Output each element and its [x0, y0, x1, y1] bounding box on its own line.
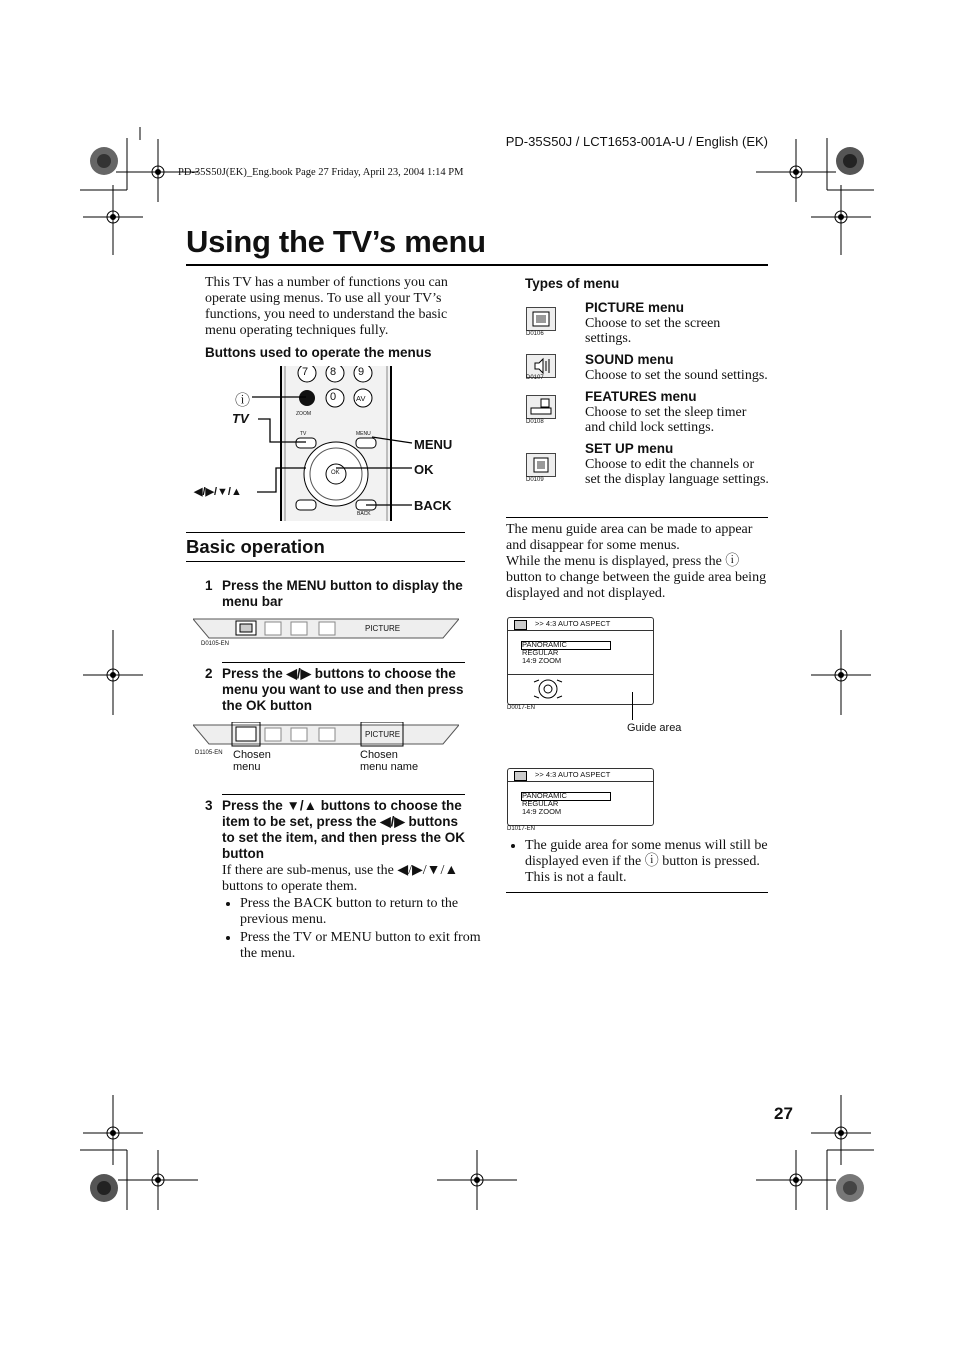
- menu-type-name: PICTURE menu: [585, 300, 685, 315]
- screen-item: PANORAMIC: [522, 791, 567, 800]
- menu-type-desc: Choose to set the sleep timer and child lock settings.: [585, 405, 747, 435]
- ok-callout: OK: [414, 462, 434, 477]
- section-rule: [506, 892, 768, 893]
- menu-bar-shape: [193, 722, 459, 752]
- guide-note-list: [507, 838, 785, 886]
- figure-code: D1105-EN: [195, 750, 223, 756]
- section-rule: [186, 532, 465, 533]
- screen-item: PANORAMIC: [522, 640, 567, 649]
- menu-type-desc: Choose to set the screen settings.: [585, 316, 721, 346]
- menu-type-desc: Choose to set the sound settings.: [585, 368, 768, 383]
- guide-area-label: Guide area: [627, 722, 682, 734]
- menu-bar-illustration: [193, 618, 459, 648]
- info-callout: ⓘ: [235, 393, 251, 409]
- step-2: [205, 666, 467, 713]
- screen-header: >> 4:3 AUTO ASPECT: [535, 619, 611, 628]
- guide-area-pointer: [632, 692, 633, 720]
- screen-item: 14:9 ZOOM: [522, 807, 562, 816]
- key-9: 9: [358, 366, 365, 378]
- callout-lines: [236, 380, 416, 520]
- screen-header: >> 4:3 AUTO ASPECT: [535, 770, 611, 779]
- types-heading: Types of menu: [525, 276, 620, 291]
- model-line: PD-35S50J / LCT1653-001A-U / English (EK): [505, 134, 768, 149]
- bullet-item: • Press the TV or MENU button to exit from the menu.: [240, 930, 483, 962]
- figure-code: D0107: [526, 375, 544, 381]
- key-0: 0: [330, 391, 337, 403]
- picture-menu-icon: [514, 620, 527, 630]
- figure-code: D0108: [526, 419, 544, 425]
- tv-key-label: TV: [300, 431, 307, 437]
- section-rule: [186, 561, 465, 562]
- tv-callout: TV: [232, 411, 249, 426]
- figure-code: D0017-EN: [507, 705, 536, 711]
- step-text: Press the ▼/▲ buttons to choose the item to be set, press the ◀/▶ buttons to set the item, and then press the OK button: [222, 798, 466, 861]
- guide-paragraph-2: While the menu is displayed, press the ⓘ button to change between the guide area being displayed and not displayed.: [506, 554, 767, 601]
- menu-type-name: SOUND menu: [585, 352, 674, 367]
- page-number: 27: [774, 1104, 793, 1123]
- step-number: 3: [205, 798, 213, 813]
- zoom-label: ZOOM: [296, 411, 311, 417]
- key-8: 8: [330, 366, 337, 378]
- screen-item: REGULAR: [522, 648, 559, 657]
- menu-bar-label: PICTURE: [365, 624, 401, 633]
- menu-type-desc: Choose to edit the channels or set the display language settings.: [585, 457, 769, 487]
- buttons-heading: Buttons used to operate the menus: [205, 345, 432, 360]
- step-3-body: If there are sub-menus, use the ◀/▶/▼/▲ buttons to operate them.: [222, 863, 459, 894]
- arrows-callout: ◀/▶/▼/▲: [194, 486, 242, 498]
- step-text: Press the MENU button to display the menu bar: [222, 578, 463, 609]
- menu-bar-label: PICTURE: [365, 730, 401, 739]
- menu-callout: MENU: [414, 437, 453, 452]
- back-key-label: BACK: [357, 511, 371, 517]
- figure-code: D1017-EN: [507, 826, 536, 832]
- step-number: 2: [205, 666, 213, 681]
- bullet-item: • Press the BACK button to return to the previous menu.: [240, 896, 483, 928]
- step-text: Press the ◀/▶ buttons to choose the menu you want to use and then press the OK button: [222, 666, 464, 713]
- screen-item: REGULAR: [522, 799, 559, 808]
- features-menu-icon: [526, 395, 556, 419]
- step-3: [205, 798, 467, 861]
- step-rule: [222, 662, 465, 663]
- step-number: 1: [205, 578, 213, 593]
- key-7: 7: [302, 366, 309, 378]
- guide-note: • The guide area for some menus will still be displayed even if the ⓘ button is pressed. This is not a fault.: [525, 838, 785, 886]
- setup-menu-icon: [526, 453, 556, 477]
- picture-menu-icon: [526, 307, 556, 331]
- menu-screen-without-guide: [507, 768, 654, 826]
- step-3-bullets: [222, 896, 483, 962]
- menu-type-name: SET UP menu: [585, 441, 674, 456]
- key-av: AV: [356, 394, 366, 403]
- chosen-menu-label: Chosen menu: [233, 749, 271, 773]
- step-1: [205, 578, 467, 609]
- page-title: Using the TV’s menu: [186, 224, 486, 259]
- guide-paragraph-1: The menu guide area can be made to appear and disappear for some menus.: [506, 522, 753, 553]
- screen-item: 14:9 ZOOM: [522, 656, 562, 665]
- menu-type-name: FEATURES menu: [585, 389, 697, 404]
- title-rule: [186, 264, 768, 266]
- basic-operation-title: Basic operation: [186, 536, 325, 557]
- menu-bar-shape: [193, 618, 459, 648]
- intro-paragraph: This TV has a number of functions you can operate using menus. To use all your TV’s functions, you need to understand the basic menu operating techniques fully.: [205, 275, 448, 338]
- dpad-guide-icon: [530, 678, 566, 700]
- back-callout: BACK: [414, 498, 452, 513]
- book-line: PD-35S50J(EK)_Eng.book Page 27 Friday, April 23, 2004 1:14 PM: [178, 167, 464, 178]
- figure-code: D0105-EN: [201, 641, 230, 647]
- section-rule: [506, 517, 768, 518]
- menu-bar-chosen-illustration: [193, 722, 459, 774]
- menu-key-label: MENU: [356, 431, 371, 437]
- picture-menu-icon: [514, 771, 527, 781]
- step-rule: [222, 794, 465, 795]
- ok-key-label: OK: [331, 470, 340, 476]
- figure-code: D0109: [526, 477, 544, 483]
- chosen-menu-name-label: Chosen menu name: [360, 749, 419, 773]
- figure-code: D0106: [526, 331, 544, 337]
